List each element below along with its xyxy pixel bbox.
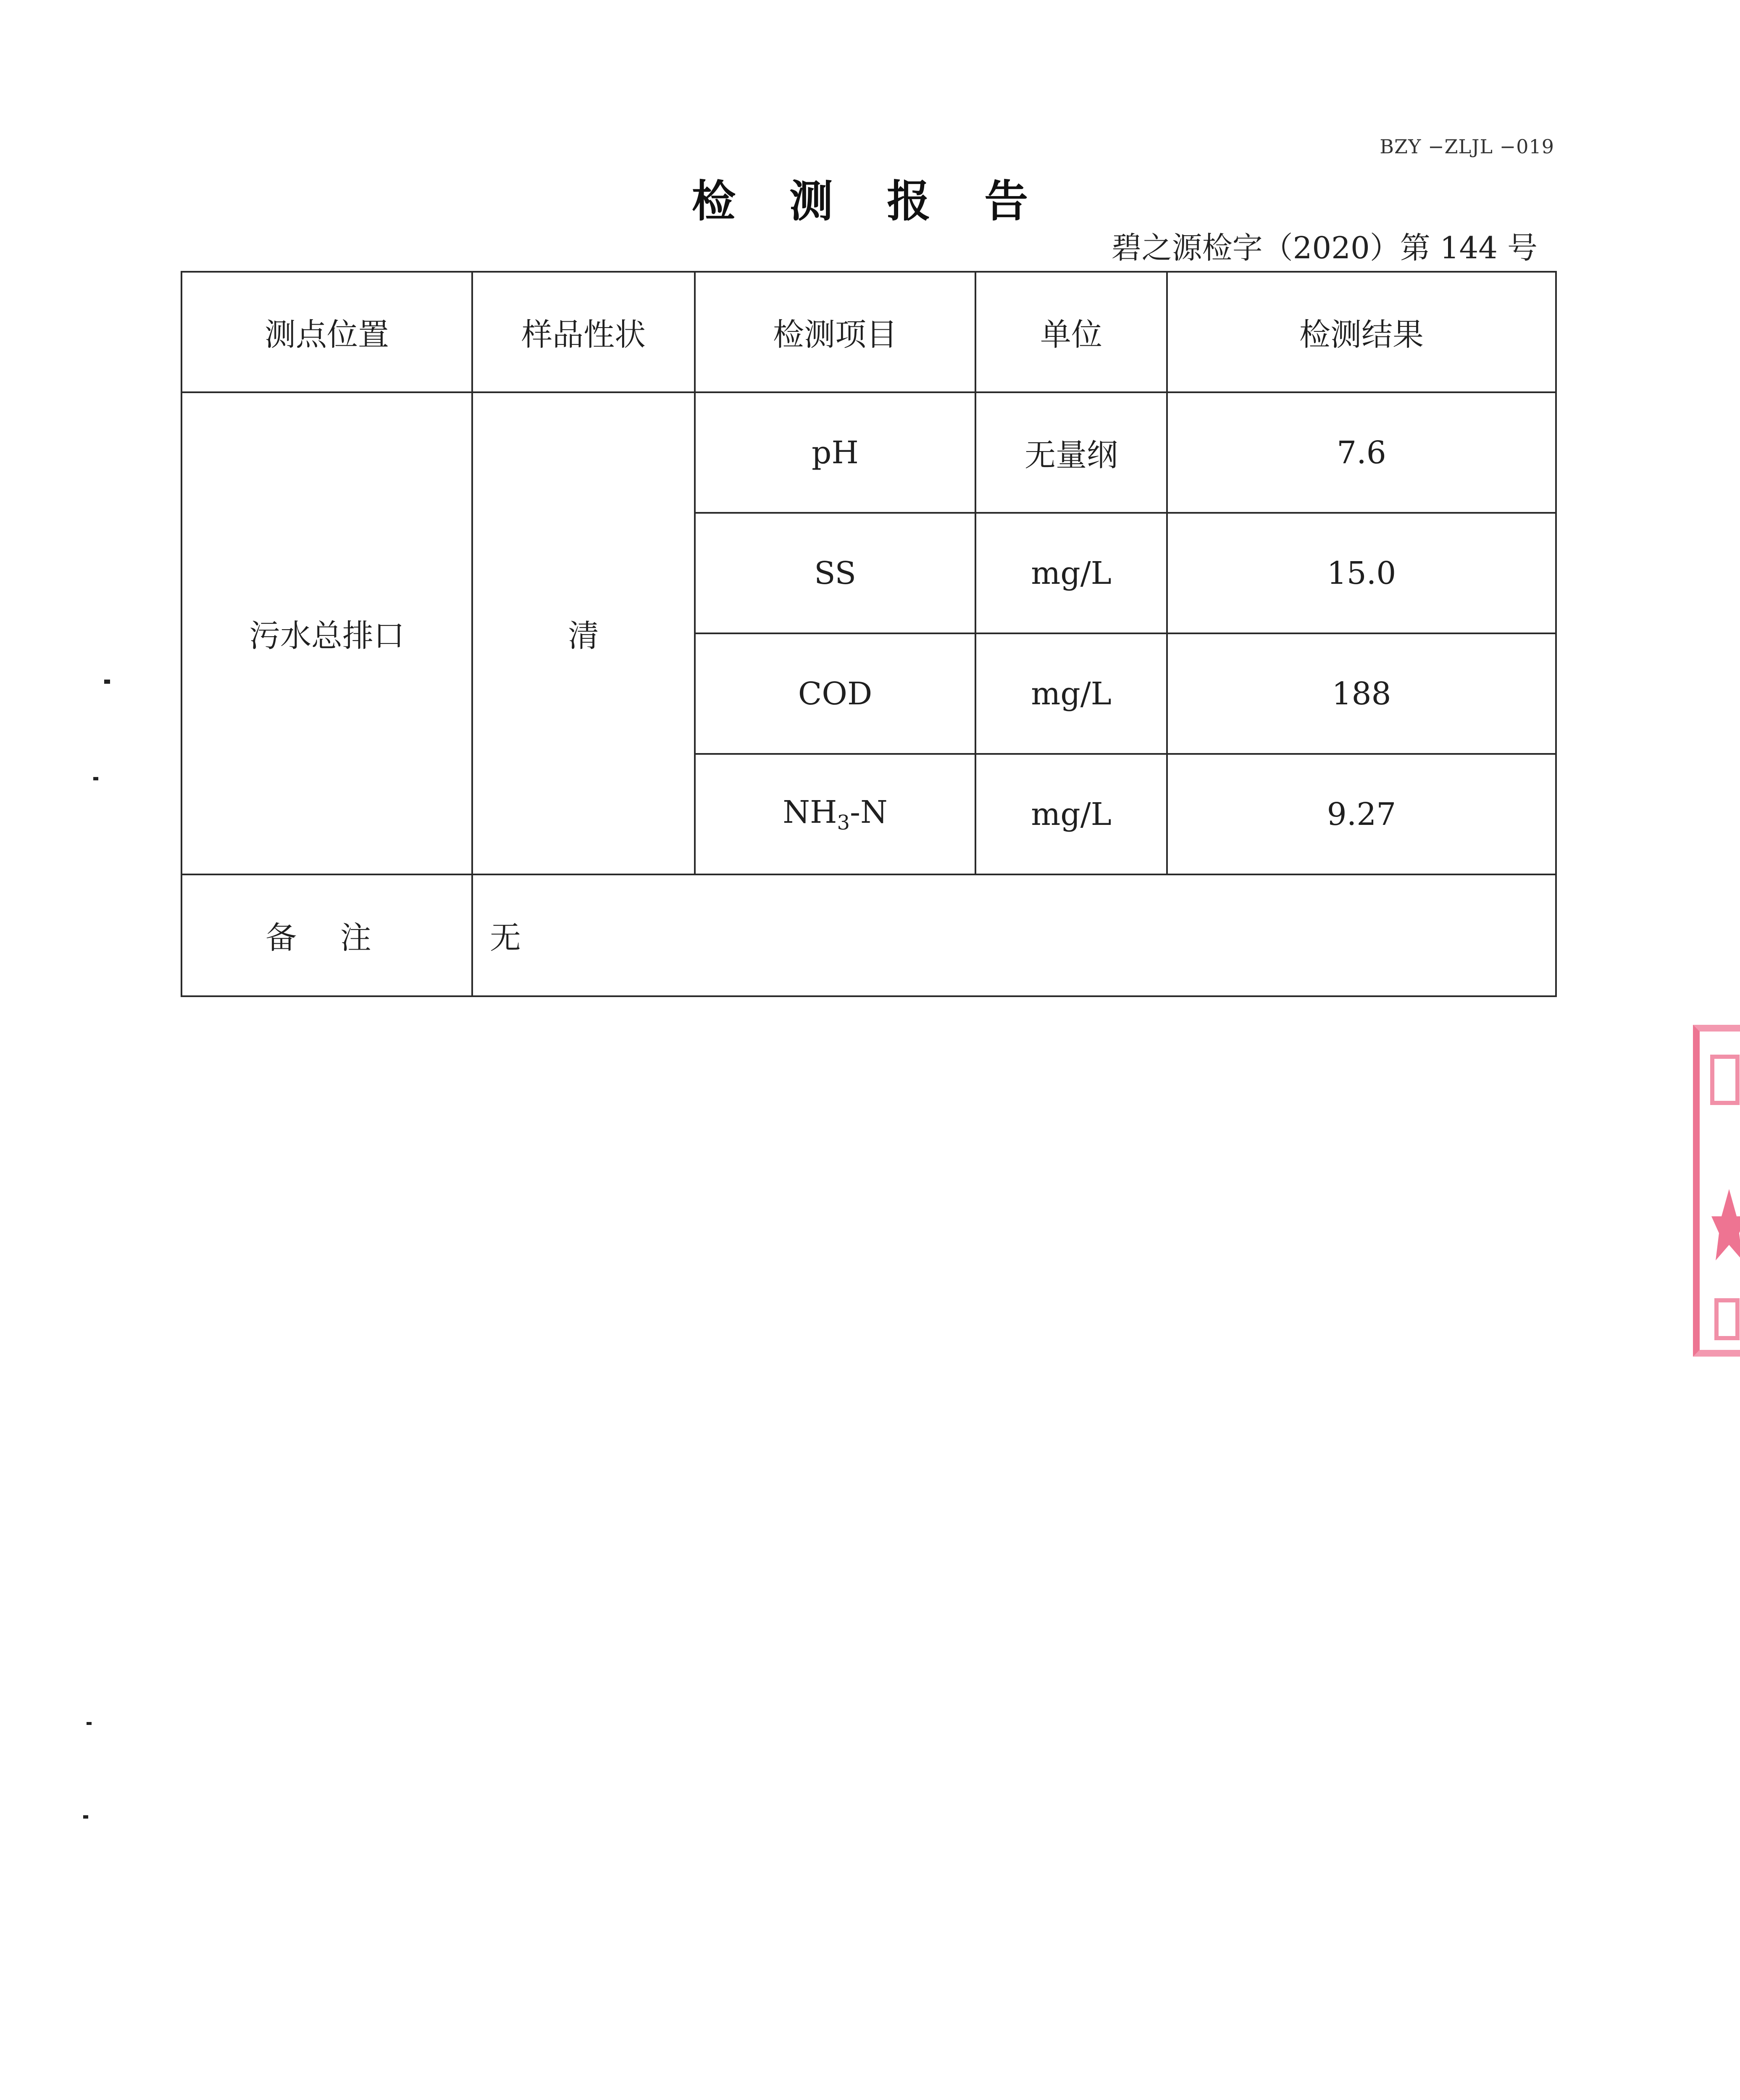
- report-title: 检 测 报 告: [691, 176, 1048, 227]
- header-location: 测点位置: [181, 272, 472, 392]
- location-cell: 污水总排口: [181, 392, 472, 874]
- item-cell: [695, 754, 975, 874]
- result-cell: 7.6: [1167, 392, 1556, 513]
- unit-cell: 无量纲: [975, 392, 1167, 513]
- scan-speck: [83, 1815, 88, 1819]
- scan-speck: [93, 777, 98, 780]
- item-cell: pH: [695, 392, 975, 513]
- document-code: BZY −ZLJL −019: [1380, 135, 1554, 158]
- official-seal: [1693, 1025, 1740, 1357]
- header-row: [181, 272, 1556, 392]
- note-row: [181, 874, 1556, 996]
- result-cell: 15.0: [1167, 513, 1556, 633]
- note-value: 无: [472, 874, 1556, 996]
- unit-cell: mg/L: [975, 633, 1167, 754]
- item-main: NH: [783, 794, 837, 830]
- item-cell: SS: [695, 513, 975, 633]
- header-unit: 单位: [975, 272, 1167, 392]
- header-result: 检测结果: [1167, 272, 1556, 392]
- item-cell: COD: [695, 633, 975, 754]
- header-sample-state: 样品性状: [472, 272, 695, 392]
- unit-cell: mg/L: [975, 754, 1167, 874]
- result-cell: 9.27: [1167, 754, 1556, 874]
- header-test-item: 检测项目: [695, 272, 975, 392]
- unit-cell: mg/L: [975, 513, 1167, 633]
- table-row: [181, 392, 1556, 513]
- report-number: 碧之源检字（2020）第 144 号: [1111, 230, 1538, 265]
- item-subscript: 3: [837, 811, 850, 835]
- sample-state-cell: 清: [472, 392, 695, 874]
- result-cell: 188: [1167, 633, 1556, 754]
- note-label: 备 注: [181, 874, 472, 996]
- seal-star-icon: [1700, 1032, 1740, 1357]
- scan-speck: [104, 680, 110, 684]
- item-tail: -N: [850, 794, 888, 830]
- results-table: [181, 271, 1557, 997]
- scan-speck: [87, 1722, 92, 1725]
